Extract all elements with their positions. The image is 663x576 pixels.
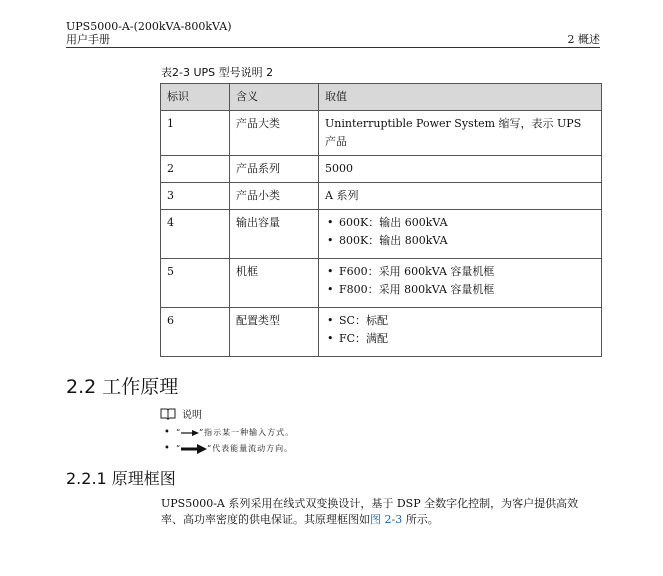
value-bullet: • 600K：输出 600kVA [325,214,595,232]
value-bullet: • FC：满配 [325,330,595,348]
table-row [161,111,602,156]
row-id: 4 [161,210,230,259]
value-bullet: • SC：标配 [325,312,595,330]
note-item [160,425,294,441]
row-meaning: 输出容量 [230,210,319,259]
header-product: UPS5000-A-(200kVA-800kVA) [66,20,232,33]
thick-arrow-icon [181,444,207,454]
table-row [161,210,602,259]
thin-arrow-icon [181,429,199,437]
book-icon [160,408,176,420]
table-row [161,308,602,357]
table-row [161,156,602,183]
value-bullet: • 800K：输出 800kVA [325,232,595,250]
row-meaning: 机框 [230,259,319,308]
row-id: 1 [161,111,230,156]
paragraph-text: UPS5000-A 系列采用在线式双变换设计，基于 DSP 全数字化控制，为客户提供高效率、高功率密度的供电保证。其原理框图如 [161,497,579,526]
row-meaning: 产品小类 [230,183,319,210]
row-value: 5000 [319,156,602,183]
header-value: 取值 [319,84,602,111]
table-row [161,183,602,210]
header-id: 标识 [161,84,230,111]
section-title: 2.2 工作原理 [66,376,179,398]
figure-link[interactable]: 图 2-3 [370,513,403,526]
row-value [319,259,602,308]
row-meaning: 产品大类 [230,111,319,156]
body-paragraph [161,496,597,528]
note-open-quote: • “ [176,428,182,437]
page-header [66,20,600,46]
note-item [160,441,294,457]
note-box [160,406,294,457]
table-header-row [161,84,602,111]
row-value: Uninterruptible Power System 缩写，表示 UPS 产品 [319,111,602,156]
value-bullet: • F600：采用 600kVA 容量机框 [325,263,595,281]
note-label: 说明 [182,410,202,421]
header-manual: 用户手册 [66,33,110,46]
note-text: ”指示某一种输入方式。 [199,428,295,437]
header-rule [66,47,600,48]
row-value [319,308,602,357]
row-value [319,210,602,259]
table-row [161,259,602,308]
note-open-quote: • “ [176,444,182,453]
row-meaning: 配置类型 [230,308,319,357]
subsection-title: 2.2.1 原理框图 [66,469,176,488]
row-id: 2 [161,156,230,183]
note-text: ”代表能量流动方向。 [207,444,294,453]
paragraph-tail: 所示。 [402,513,439,526]
value-bullet: • F800：采用 800kVA 容量机框 [325,281,595,299]
table-caption: 表2-3 UPS 型号说明 2 [161,66,274,79]
row-value: A 系列 [319,183,602,210]
row-meaning: 产品系列 [230,156,319,183]
row-id: 3 [161,183,230,210]
row-id: 6 [161,308,230,357]
header-meaning: 含义 [230,84,319,111]
header-chapter: 2 概述 [567,33,600,46]
model-spec-table [160,83,602,357]
row-id: 5 [161,259,230,308]
